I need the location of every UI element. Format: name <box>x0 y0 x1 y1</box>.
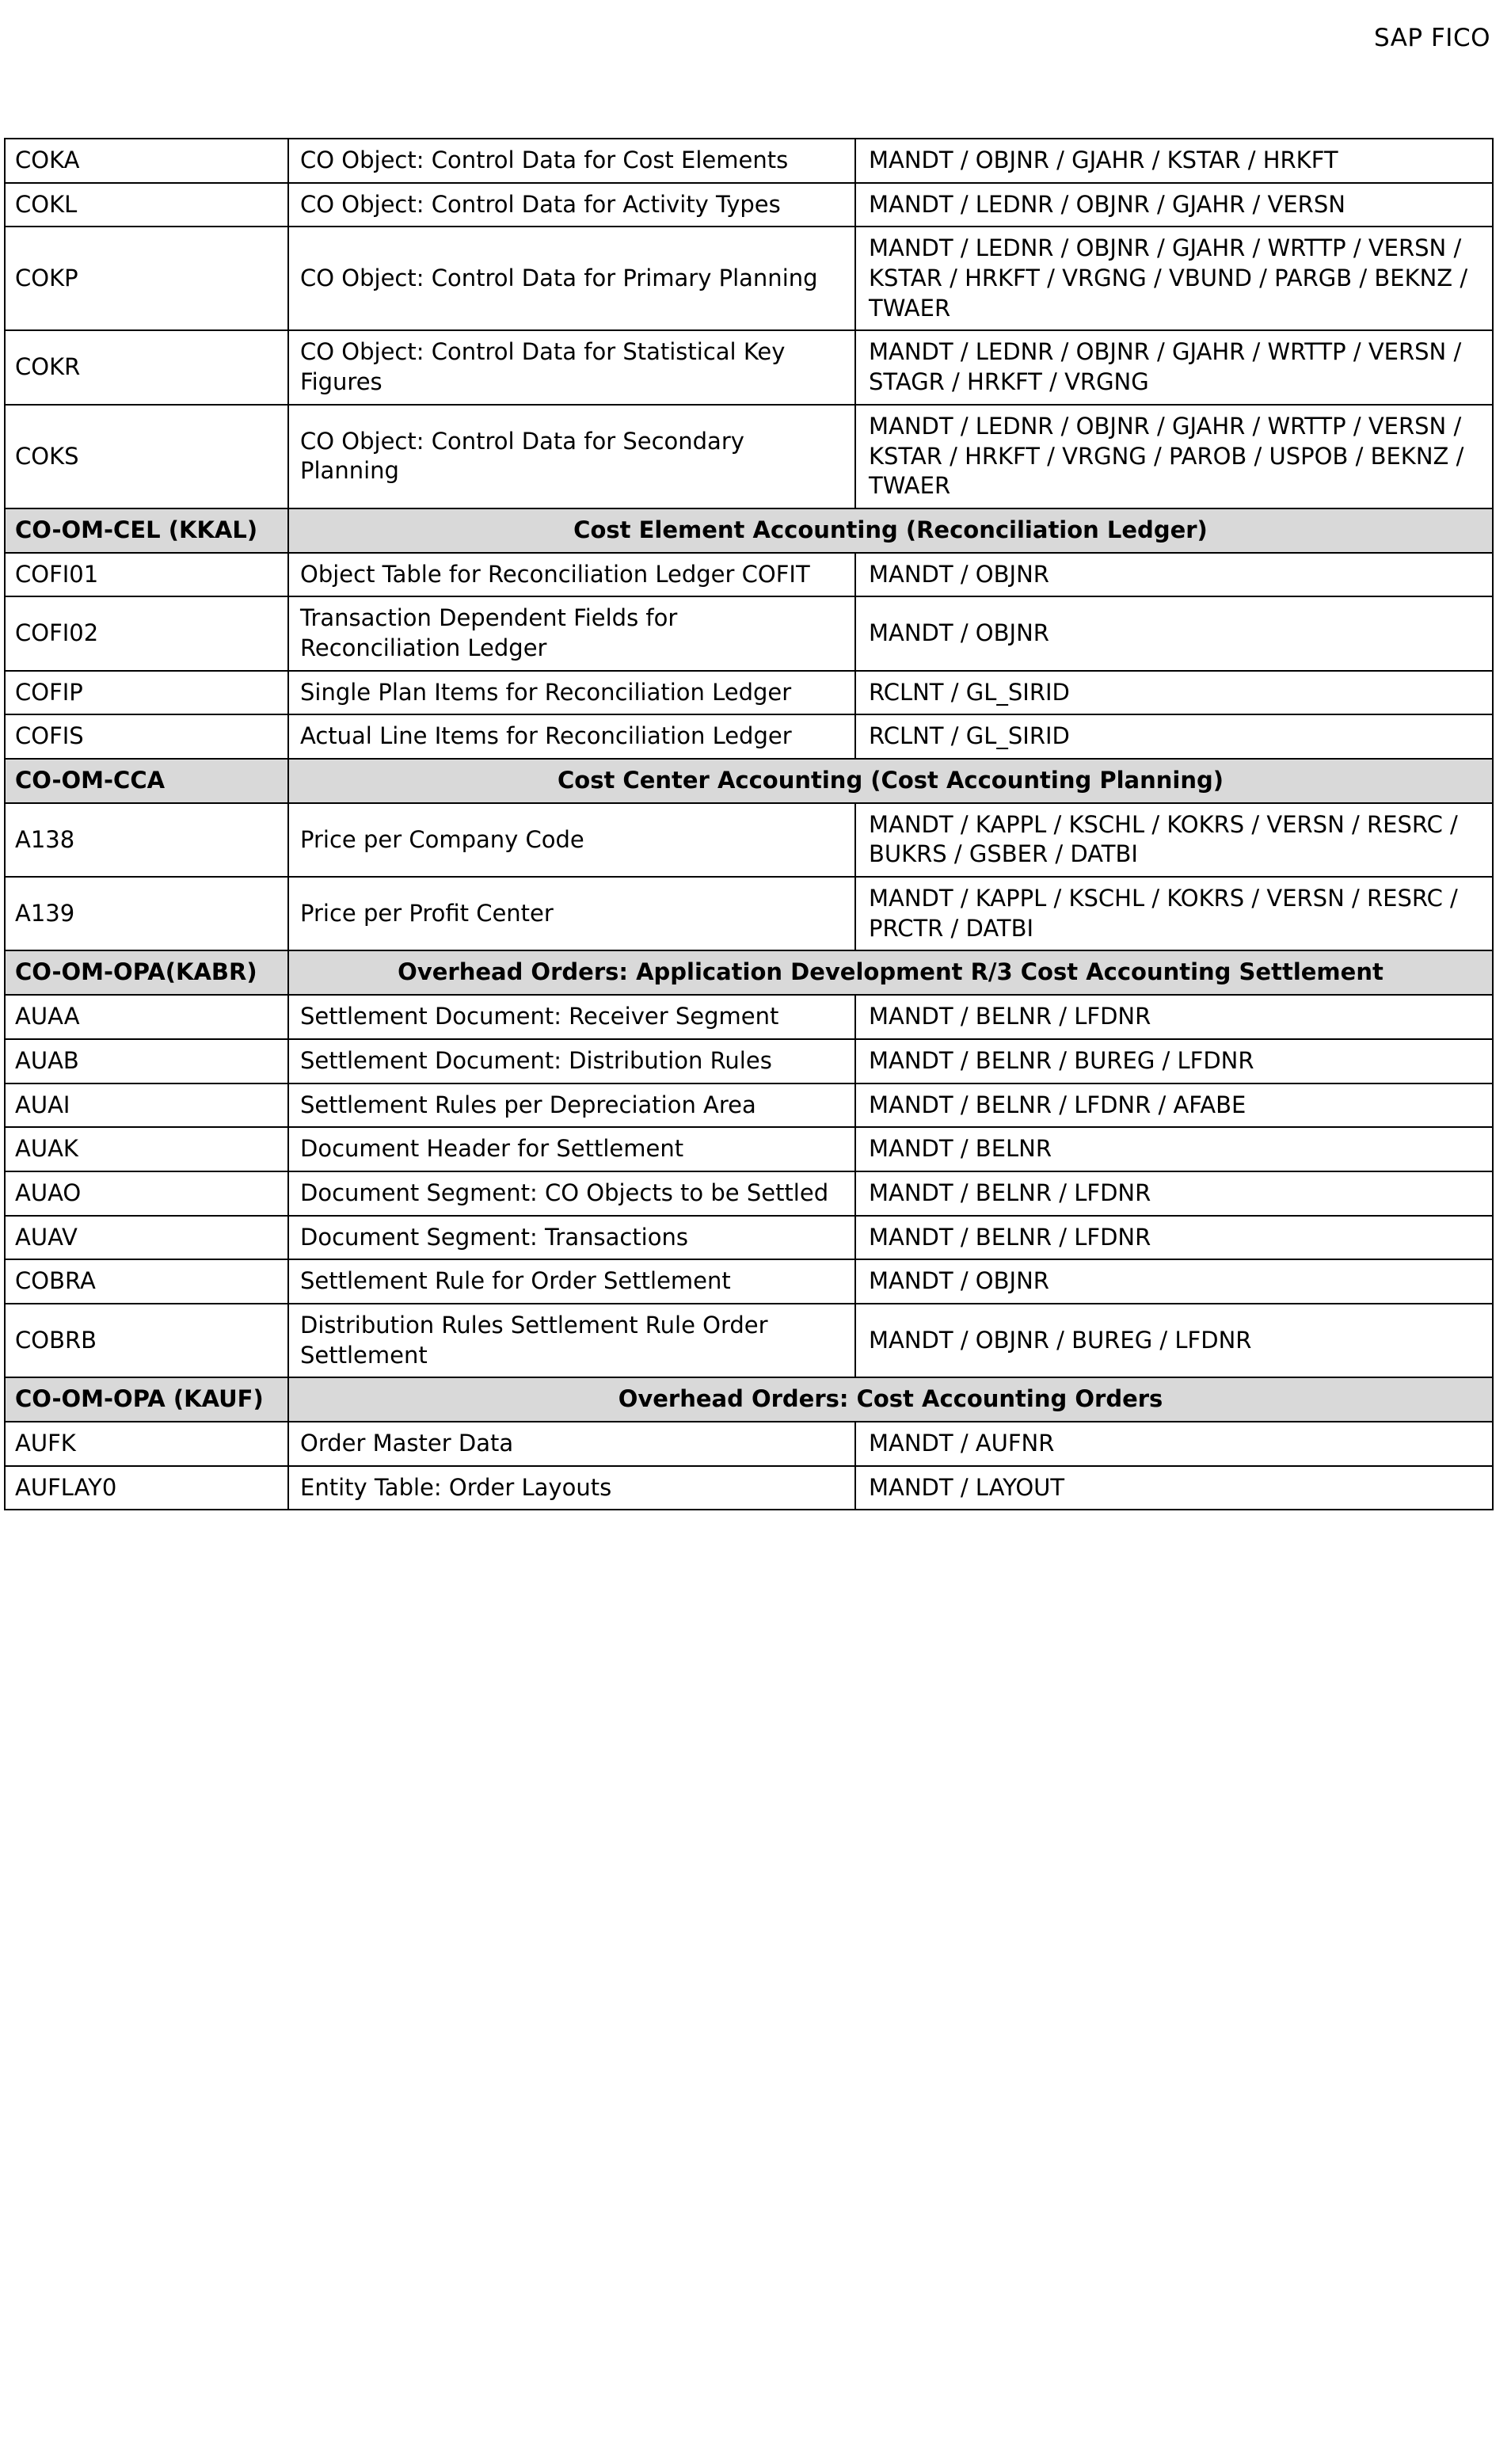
section-code-cell: CO-OM-OPA(KABR) <box>5 950 288 995</box>
table-row <box>5 227 1493 330</box>
table-keys-cell: MANDT / BELNR / LFDNR <box>855 995 1493 1039</box>
sap-fico-tables-table <box>4 138 1494 1510</box>
table-code-cell: COKS <box>5 405 288 508</box>
table-keys-cell: MANDT / AUFNR <box>855 1422 1493 1466</box>
table-keys-cell: MANDT / LEDNR / OBJNR / GJAHR / WRTTP / VERSN / KSTAR / HRKFT / VRGNG / PAROB / USPOB / BEKNZ / TWAER <box>855 405 1493 508</box>
table-row <box>5 1083 1493 1128</box>
table-row <box>5 671 1493 715</box>
table-row <box>5 405 1493 508</box>
table-code-cell: COFI01 <box>5 553 288 597</box>
table-description-cell: Document Segment: CO Objects to be Settled <box>288 1171 855 1216</box>
section-code-cell: CO-OM-OPA (KAUF) <box>5 1377 288 1422</box>
section-header-row <box>5 1377 1493 1422</box>
table-keys-cell: MANDT / OBJNR <box>855 596 1493 670</box>
table-description-cell: Settlement Document: Distribution Rules <box>288 1039 855 1083</box>
table-description-cell: Settlement Rules per Depreciation Area <box>288 1083 855 1128</box>
table-keys-cell: MANDT / BELNR / BUREG / LFDNR <box>855 1039 1493 1083</box>
table-code-cell: AUAV <box>5 1216 288 1260</box>
table-description-cell: Distribution Rules Settlement Rule Order Settlement <box>288 1304 855 1377</box>
table-row <box>5 877 1493 950</box>
table-description-cell: CO Object: Control Data for Cost Elements <box>288 139 855 183</box>
section-code-cell: CO-OM-CCA <box>5 759 288 803</box>
table-code-cell: A139 <box>5 877 288 950</box>
table-row <box>5 1304 1493 1377</box>
table-row <box>5 803 1493 877</box>
table-code-cell: COKL <box>5 183 288 227</box>
table-keys-cell: MANDT / OBJNR <box>855 553 1493 597</box>
table-description-cell: Object Table for Reconciliation Ledger COFIT <box>288 553 855 597</box>
table-keys-cell: MANDT / LEDNR / OBJNR / GJAHR / WRTTP / VERSN / KSTAR / HRKFT / VRGNG / VBUND / PARGB / BEKNZ / TWAER <box>855 227 1493 330</box>
table-description-cell: CO Object: Control Data for Secondary Planning <box>288 405 855 508</box>
table-row <box>5 1216 1493 1260</box>
table-code-cell: AUAO <box>5 1171 288 1216</box>
table-row <box>5 1259 1493 1304</box>
table-row <box>5 1039 1493 1083</box>
page-title: SAP FICO <box>1373 24 1490 52</box>
table-description-cell: Settlement Rule for Order Settlement <box>288 1259 855 1304</box>
table-row <box>5 1422 1493 1466</box>
section-header-row <box>5 508 1493 553</box>
table-code-cell: AUAI <box>5 1083 288 1128</box>
table-description-cell: CO Object: Control Data for Primary Planning <box>288 227 855 330</box>
table-description-cell: CO Object: Control Data for Statistical Key Figures <box>288 330 855 404</box>
table-keys-cell: MANDT / OBJNR / BUREG / LFDNR <box>855 1304 1493 1377</box>
table-keys-cell: MANDT / KAPPL / KSCHL / KOKRS / VERSN / RESRC / BUKRS / GSBER / DATBI <box>855 803 1493 877</box>
table-code-cell: COBRB <box>5 1304 288 1377</box>
table-code-cell: AUAA <box>5 995 288 1039</box>
section-title-cell: Overhead Orders: Cost Accounting Orders <box>288 1377 1493 1422</box>
table-description-cell: Order Master Data <box>288 1422 855 1466</box>
section-title-cell: Cost Center Accounting (Cost Accounting Planning) <box>288 759 1493 803</box>
table-description-cell: Document Segment: Transactions <box>288 1216 855 1260</box>
section-title-cell: Cost Element Accounting (Reconciliation Ledger) <box>288 508 1493 553</box>
table-row <box>5 596 1493 670</box>
table-description-cell: Single Plan Items for Reconciliation Ledger <box>288 671 855 715</box>
table-description-cell: Price per Company Code <box>288 803 855 877</box>
table-keys-cell: MANDT / BELNR / LFDNR <box>855 1216 1493 1260</box>
table-keys-cell: RCLNT / GL_SIRID <box>855 671 1493 715</box>
table-row <box>5 139 1493 183</box>
table-row <box>5 1171 1493 1216</box>
table-keys-cell: MANDT / OBJNR <box>855 1259 1493 1304</box>
table-keys-cell: MANDT / BELNR <box>855 1127 1493 1171</box>
table-row <box>5 553 1493 597</box>
table-keys-cell: RCLNT / GL_SIRID <box>855 714 1493 759</box>
table-body <box>5 139 1493 1510</box>
table-code-cell: AUFLAY0 <box>5 1466 288 1510</box>
table-keys-cell: MANDT / BELNR / LFDNR <box>855 1171 1493 1216</box>
table-description-cell: Settlement Document: Receiver Segment <box>288 995 855 1039</box>
table-keys-cell: MANDT / KAPPL / KSCHL / KOKRS / VERSN / RESRC / PRCTR / DATBI <box>855 877 1493 950</box>
section-header-row <box>5 950 1493 995</box>
table-code-cell: AUAB <box>5 1039 288 1083</box>
table-description-cell: Document Header for Settlement <box>288 1127 855 1171</box>
table-code-cell: COFIP <box>5 671 288 715</box>
table-description-cell: Price per Profit Center <box>288 877 855 950</box>
table-code-cell: COFIS <box>5 714 288 759</box>
table-keys-cell: MANDT / BELNR / LFDNR / AFABE <box>855 1083 1493 1128</box>
table-keys-cell: MANDT / OBJNR / GJAHR / KSTAR / HRKFT <box>855 139 1493 183</box>
table-code-cell: AUAK <box>5 1127 288 1171</box>
table-row <box>5 1127 1493 1171</box>
table-code-cell: COKA <box>5 139 288 183</box>
table-code-cell: A138 <box>5 803 288 877</box>
table-keys-cell: MANDT / LEDNR / OBJNR / GJAHR / WRTTP / VERSN / STAGR / HRKFT / VRGNG <box>855 330 1493 404</box>
section-header-row <box>5 759 1493 803</box>
table-code-cell: COKP <box>5 227 288 330</box>
table-description-cell: Actual Line Items for Reconciliation Ledger <box>288 714 855 759</box>
table-keys-cell: MANDT / LEDNR / OBJNR / GJAHR / VERSN <box>855 183 1493 227</box>
table-code-cell: AUFK <box>5 1422 288 1466</box>
table-code-cell: COFI02 <box>5 596 288 670</box>
table-description-cell: CO Object: Control Data for Activity Types <box>288 183 855 227</box>
table-code-cell: COBRA <box>5 1259 288 1304</box>
table-row <box>5 1466 1493 1510</box>
table-row <box>5 330 1493 404</box>
table-keys-cell: MANDT / LAYOUT <box>855 1466 1493 1510</box>
table-row <box>5 714 1493 759</box>
table-code-cell: COKR <box>5 330 288 404</box>
table-row <box>5 995 1493 1039</box>
table-description-cell: Transaction Dependent Fields for Reconciliation Ledger <box>288 596 855 670</box>
table-description-cell: Entity Table: Order Layouts <box>288 1466 855 1510</box>
table-row <box>5 183 1493 227</box>
section-code-cell: CO-OM-CEL (KKAL) <box>5 508 288 553</box>
section-title-cell: Overhead Orders: Application Development R/3 Cost Accounting Settlement <box>288 950 1493 995</box>
